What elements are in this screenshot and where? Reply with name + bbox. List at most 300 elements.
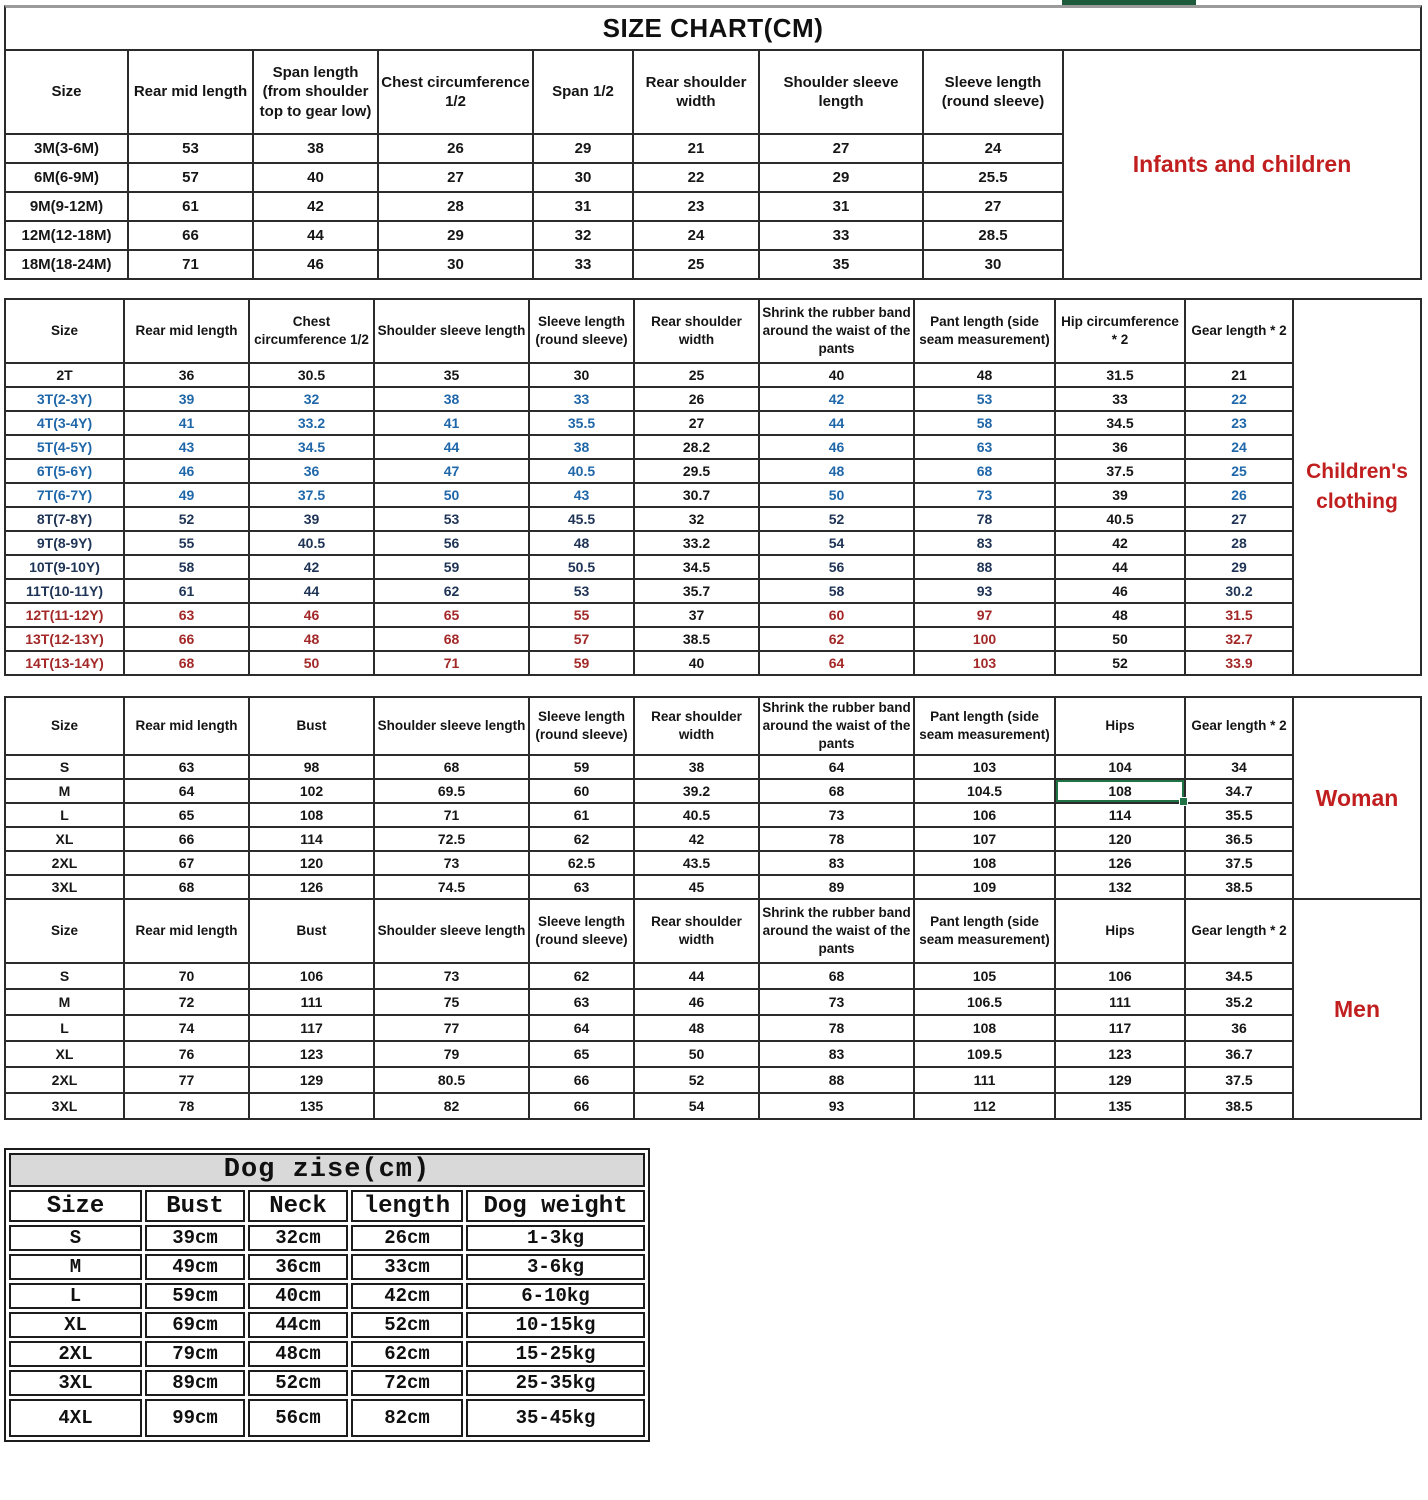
cell: 63 — [124, 603, 249, 627]
table-row — [5, 192, 1063, 221]
cell: 6-10kg — [466, 1283, 645, 1309]
cell: 27 — [1185, 507, 1293, 531]
cell: 37.5 — [1185, 851, 1293, 875]
cell: 38 — [529, 435, 634, 459]
cell: 6T(5-6Y) — [5, 459, 124, 483]
table-row — [5, 1015, 1293, 1041]
cell: 98 — [249, 755, 374, 779]
cell: 59cm — [145, 1283, 245, 1309]
cell: 109 — [914, 875, 1055, 899]
cell: 43 — [529, 483, 634, 507]
cell: 36 — [1055, 435, 1185, 459]
cell: 3-6kg — [466, 1254, 645, 1280]
cell: 40 — [759, 363, 914, 387]
cell: 34.5 — [249, 435, 374, 459]
table-row — [5, 134, 1063, 163]
cell: 126 — [249, 875, 374, 899]
cell: 106 — [914, 803, 1055, 827]
cell: 63 — [914, 435, 1055, 459]
cell: 104.5 — [914, 779, 1055, 803]
column-header: Chest circumference 1/2 — [249, 299, 374, 363]
cell: 65 — [374, 603, 529, 627]
column-header: Bust — [145, 1190, 245, 1222]
cell: 108 — [914, 1015, 1055, 1041]
cell: 88 — [759, 1067, 914, 1093]
cell: 53 — [128, 134, 253, 163]
cell: 68 — [374, 627, 529, 651]
column-header: Rear mid length — [128, 50, 253, 134]
top-green-bar — [1062, 0, 1196, 5]
cell: 54 — [759, 531, 914, 555]
cell: 39 — [1055, 483, 1185, 507]
cell: 40cm — [248, 1283, 348, 1309]
cell: 33 — [533, 250, 633, 279]
column-header: Gear length * 2 — [1185, 299, 1293, 363]
cell: 53 — [914, 387, 1055, 411]
cell: 68 — [759, 963, 914, 989]
cell: 52cm — [351, 1312, 463, 1338]
cell: 3XL — [9, 1370, 142, 1396]
cell: 55 — [529, 603, 634, 627]
cell: 82 — [374, 1093, 529, 1119]
cell: 68 — [914, 459, 1055, 483]
column-header: Sleeve length (round sleeve) — [529, 899, 634, 963]
cell: 35.2 — [1185, 989, 1293, 1015]
column-header: Shoulder sleeve length — [374, 899, 529, 963]
cell: 56 — [374, 531, 529, 555]
column-header: Gear length * 2 — [1185, 697, 1293, 755]
table-row — [9, 1283, 645, 1309]
cell: 59 — [529, 651, 634, 675]
cell: 107 — [914, 827, 1055, 851]
cell: 61 — [124, 579, 249, 603]
cell: 120 — [1055, 827, 1185, 851]
cell: 42cm — [351, 1283, 463, 1309]
column-header: Rear mid length — [124, 697, 249, 755]
cell: 36.7 — [1185, 1041, 1293, 1067]
cell: 41 — [374, 411, 529, 435]
cell: 109.5 — [914, 1041, 1055, 1067]
cell: 79 — [374, 1041, 529, 1067]
cell: 8T(7-8Y) — [5, 507, 124, 531]
cell: 26 — [378, 134, 533, 163]
column-header: Shoulder sleeve length — [374, 299, 529, 363]
table-row — [5, 435, 1293, 459]
column-header: Size — [5, 697, 124, 755]
cell: 14T(13-14Y) — [5, 651, 124, 675]
table-row — [5, 1041, 1293, 1067]
cell: 25 — [634, 363, 759, 387]
cell: 41 — [124, 411, 249, 435]
cell: 44 — [253, 221, 378, 250]
column-header: Span length (from shoulder top to gear low) — [253, 50, 378, 134]
cell: 59 — [529, 755, 634, 779]
cell: 47 — [374, 459, 529, 483]
cell: 129 — [1055, 1067, 1185, 1093]
cell: 25 — [633, 250, 759, 279]
cell: 33.2 — [249, 411, 374, 435]
cell: 33 — [529, 387, 634, 411]
cell: 4T(3-4Y) — [5, 411, 124, 435]
cell: 48 — [1055, 603, 1185, 627]
cell: 27 — [378, 163, 533, 192]
cell: 63 — [124, 755, 249, 779]
cell: 48 — [529, 531, 634, 555]
cell: 27 — [759, 134, 923, 163]
cell: 73 — [374, 851, 529, 875]
cell: 38.5 — [1185, 875, 1293, 899]
cell: 39.2 — [634, 779, 759, 803]
cell: 57 — [529, 627, 634, 651]
cell: 46 — [1055, 579, 1185, 603]
cell: 40.5 — [249, 531, 374, 555]
cell: 58 — [759, 579, 914, 603]
cell: 42 — [249, 555, 374, 579]
cell: 35-45kg — [466, 1399, 645, 1437]
cell: 88 — [914, 555, 1055, 579]
cell: 106.5 — [914, 989, 1055, 1015]
cell: 32 — [249, 387, 374, 411]
cell: 68 — [374, 755, 529, 779]
cell: 45.5 — [529, 507, 634, 531]
cell: 114 — [1055, 803, 1185, 827]
cell: 34.5 — [634, 555, 759, 579]
cell: 31.5 — [1185, 603, 1293, 627]
header-row — [5, 697, 1293, 755]
cell: S — [9, 1225, 142, 1251]
cell: 123 — [1055, 1041, 1185, 1067]
cell: 78 — [914, 507, 1055, 531]
cell: 2XL — [5, 851, 124, 875]
table-row — [5, 963, 1293, 989]
column-header: Gear length * 2 — [1185, 899, 1293, 963]
table-row — [5, 411, 1293, 435]
cell: 65 — [529, 1041, 634, 1067]
cell: 28 — [378, 192, 533, 221]
infants-label: Infants and children — [1064, 49, 1422, 280]
cell: 50 — [1055, 627, 1185, 651]
column-header: Sleeve length (round sleeve) — [529, 299, 634, 363]
cell: 48 — [249, 627, 374, 651]
dog-title-row — [9, 1153, 645, 1187]
table-row — [9, 1254, 645, 1280]
cell: 46 — [249, 603, 374, 627]
cell: 40.5 — [529, 459, 634, 483]
men-label: Men — [1294, 898, 1422, 1120]
cell: 64 — [529, 1015, 634, 1041]
cell: 35.5 — [529, 411, 634, 435]
cell: 93 — [914, 579, 1055, 603]
cell: 117 — [1055, 1015, 1185, 1041]
men-band — [4, 898, 1422, 1120]
cell: 23 — [1185, 411, 1293, 435]
cell: 38 — [374, 387, 529, 411]
cell: 108 — [914, 851, 1055, 875]
cell: 64 — [759, 755, 914, 779]
cell: 35.7 — [634, 579, 759, 603]
cell: 25.5 — [923, 163, 1063, 192]
cell: 44 — [249, 579, 374, 603]
column-header: Sleeve length (round sleeve) — [529, 697, 634, 755]
cell: 135 — [1055, 1093, 1185, 1119]
cell: 36.5 — [1185, 827, 1293, 851]
cell: 38 — [634, 755, 759, 779]
table-row — [5, 579, 1293, 603]
cell: 26 — [1185, 483, 1293, 507]
chart-title: SIZE CHART(CM) — [4, 5, 1422, 49]
cell: 63 — [529, 989, 634, 1015]
table-row — [5, 779, 1293, 803]
cell: 62cm — [351, 1341, 463, 1367]
cell: 69cm — [145, 1312, 245, 1338]
cell: 32 — [533, 221, 633, 250]
cell: 61 — [128, 192, 253, 221]
cell: 50.5 — [529, 555, 634, 579]
cell: 2XL — [9, 1341, 142, 1367]
cell: 2T — [5, 363, 124, 387]
table-row — [5, 363, 1293, 387]
cell: 58 — [914, 411, 1055, 435]
cell: 54 — [634, 1093, 759, 1119]
cell: 30.5 — [249, 363, 374, 387]
cell: 24 — [923, 134, 1063, 163]
cell: 52 — [124, 507, 249, 531]
column-header: Span 1/2 — [533, 50, 633, 134]
cell: 49 — [124, 483, 249, 507]
table-row — [5, 851, 1293, 875]
cell: 89cm — [145, 1370, 245, 1396]
cell: 106 — [1055, 963, 1185, 989]
dog-table-wrap — [4, 1148, 1422, 1442]
woman-band — [4, 696, 1422, 900]
cell: 37.5 — [1185, 1067, 1293, 1093]
cell: 53 — [529, 579, 634, 603]
cell: 68 — [124, 651, 249, 675]
header-row — [5, 299, 1293, 363]
cell: M — [5, 779, 124, 803]
cell: 24 — [1185, 435, 1293, 459]
cell: 46 — [124, 459, 249, 483]
cell: 13T(12-13Y) — [5, 627, 124, 651]
cell: 64 — [759, 651, 914, 675]
cell: 53 — [374, 507, 529, 531]
cell: 46 — [253, 250, 378, 279]
cell: 93 — [759, 1093, 914, 1119]
cell: 42 — [253, 192, 378, 221]
table-row — [5, 603, 1293, 627]
cell: 78 — [759, 1015, 914, 1041]
cell: 27 — [634, 411, 759, 435]
men-table — [4, 898, 1294, 1120]
column-header: Shoulder sleeve length — [374, 697, 529, 755]
cell: 39cm — [145, 1225, 245, 1251]
table-row — [5, 459, 1293, 483]
cell: 25 — [1185, 459, 1293, 483]
cell: 4XL — [9, 1399, 142, 1437]
cell: 12M(12-18M) — [5, 221, 128, 250]
table-row — [9, 1370, 645, 1396]
cell: 35 — [374, 363, 529, 387]
table-row — [5, 221, 1063, 250]
cell: 40.5 — [634, 803, 759, 827]
cell: 77 — [124, 1067, 249, 1093]
children-band — [4, 298, 1422, 676]
column-header: Pant length (side seam measurement) — [914, 299, 1055, 363]
cell: 12T(11-12Y) — [5, 603, 124, 627]
cell: 135 — [249, 1093, 374, 1119]
cell: 73 — [759, 989, 914, 1015]
cell: 44 — [1055, 555, 1185, 579]
cell: 37.5 — [1055, 459, 1185, 483]
cell: 21 — [1185, 363, 1293, 387]
cell: 43 — [124, 435, 249, 459]
column-header: Bust — [249, 899, 374, 963]
table-row — [5, 531, 1293, 555]
cell: S — [5, 755, 124, 779]
cell: 132 — [1055, 875, 1185, 899]
cell: 31 — [533, 192, 633, 221]
cell: 76 — [124, 1041, 249, 1067]
table-row — [5, 163, 1063, 192]
cell: 126 — [1055, 851, 1185, 875]
cell: 71 — [128, 250, 253, 279]
cell: XL — [9, 1312, 142, 1338]
cell: 38 — [253, 134, 378, 163]
cell: 65 — [124, 803, 249, 827]
cell: 43.5 — [634, 851, 759, 875]
cell: L — [9, 1283, 142, 1309]
cell: 78 — [124, 1093, 249, 1119]
table-row — [5, 827, 1293, 851]
cell: 120 — [249, 851, 374, 875]
infants-table — [4, 49, 1064, 280]
cell: 3T(2-3Y) — [5, 387, 124, 411]
column-header: Shoulder sleeve length — [759, 50, 923, 134]
cell: 58 — [124, 555, 249, 579]
cell: 3M(3-6M) — [5, 134, 128, 163]
cell: 64 — [124, 779, 249, 803]
cell: 18M(18-24M) — [5, 250, 128, 279]
cell: 23 — [633, 192, 759, 221]
cell: 50 — [374, 483, 529, 507]
infants-band — [4, 49, 1422, 280]
cell: 74 — [124, 1015, 249, 1041]
cell: 30 — [529, 363, 634, 387]
cell: 108 — [249, 803, 374, 827]
cell: 78 — [759, 827, 914, 851]
cell: 112 — [914, 1093, 1055, 1119]
cell: 60 — [529, 779, 634, 803]
cell: 32 — [634, 507, 759, 531]
cell: 32.7 — [1185, 627, 1293, 651]
cell: 52 — [1055, 651, 1185, 675]
cell: 57 — [128, 163, 253, 192]
cell: 61 — [529, 803, 634, 827]
cell: 30.7 — [634, 483, 759, 507]
cell: 24 — [633, 221, 759, 250]
cell: 105 — [914, 963, 1055, 989]
children-table — [4, 298, 1294, 676]
children-label: Children's clothing — [1294, 298, 1422, 676]
cell: 26 — [634, 387, 759, 411]
cell: 111 — [249, 989, 374, 1015]
cell: 83 — [759, 1041, 914, 1067]
table-row — [5, 627, 1293, 651]
cell: 82cm — [351, 1399, 463, 1437]
column-header: length — [351, 1190, 463, 1222]
table-row — [5, 250, 1063, 279]
table-row — [5, 989, 1293, 1015]
cell: 37 — [634, 603, 759, 627]
cell: 89 — [759, 875, 914, 899]
cell: 66 — [128, 221, 253, 250]
cell: 44 — [634, 963, 759, 989]
cell: XL — [5, 827, 124, 851]
cell: 27 — [923, 192, 1063, 221]
column-header: Rear mid length — [124, 899, 249, 963]
table-row — [9, 1312, 645, 1338]
cell: 69.5 — [374, 779, 529, 803]
column-header: Size — [5, 899, 124, 963]
cell: 73 — [374, 963, 529, 989]
cell: 67 — [124, 851, 249, 875]
cell: 123 — [249, 1041, 374, 1067]
cell: 129 — [249, 1067, 374, 1093]
column-header: Size — [9, 1190, 142, 1222]
cell: 30 — [923, 250, 1063, 279]
cell: 31 — [759, 192, 923, 221]
cell: 106 — [249, 963, 374, 989]
cell: L — [5, 1015, 124, 1041]
cell: M — [9, 1254, 142, 1280]
cell: 72 — [124, 989, 249, 1015]
header-row — [5, 50, 1063, 134]
column-header: Rear shoulder width — [634, 899, 759, 963]
cell: 55 — [124, 531, 249, 555]
cell: M — [5, 989, 124, 1015]
cell: 62 — [759, 627, 914, 651]
cell: 44cm — [248, 1312, 348, 1338]
table-row — [9, 1341, 645, 1367]
table-row — [5, 1067, 1293, 1093]
cell: 77 — [374, 1015, 529, 1041]
cell: 29 — [1185, 555, 1293, 579]
column-header: Pant length (side seam measurement) — [914, 899, 1055, 963]
cell: 33.9 — [1185, 651, 1293, 675]
cell: 71 — [374, 651, 529, 675]
column-header: Rear mid length — [124, 299, 249, 363]
woman-table — [4, 696, 1294, 900]
cell: 62 — [529, 827, 634, 851]
column-header: Shrink the rubber band around the waist of the pants — [759, 697, 914, 755]
cell: 102 — [249, 779, 374, 803]
cell: 48 — [914, 363, 1055, 387]
dog-size-table — [4, 1148, 650, 1442]
cell: 28 — [1185, 531, 1293, 555]
cell: 34.7 — [1185, 779, 1293, 803]
cell: 22 — [633, 163, 759, 192]
cell: 33.2 — [634, 531, 759, 555]
cell: 22 — [1185, 387, 1293, 411]
table-row — [5, 755, 1293, 779]
cell: 46 — [759, 435, 914, 459]
cell: 103 — [914, 755, 1055, 779]
cell: 2XL — [5, 1067, 124, 1093]
table-row — [9, 1225, 645, 1251]
cell: 37.5 — [249, 483, 374, 507]
cell: 97 — [914, 603, 1055, 627]
cell: 48 — [759, 459, 914, 483]
